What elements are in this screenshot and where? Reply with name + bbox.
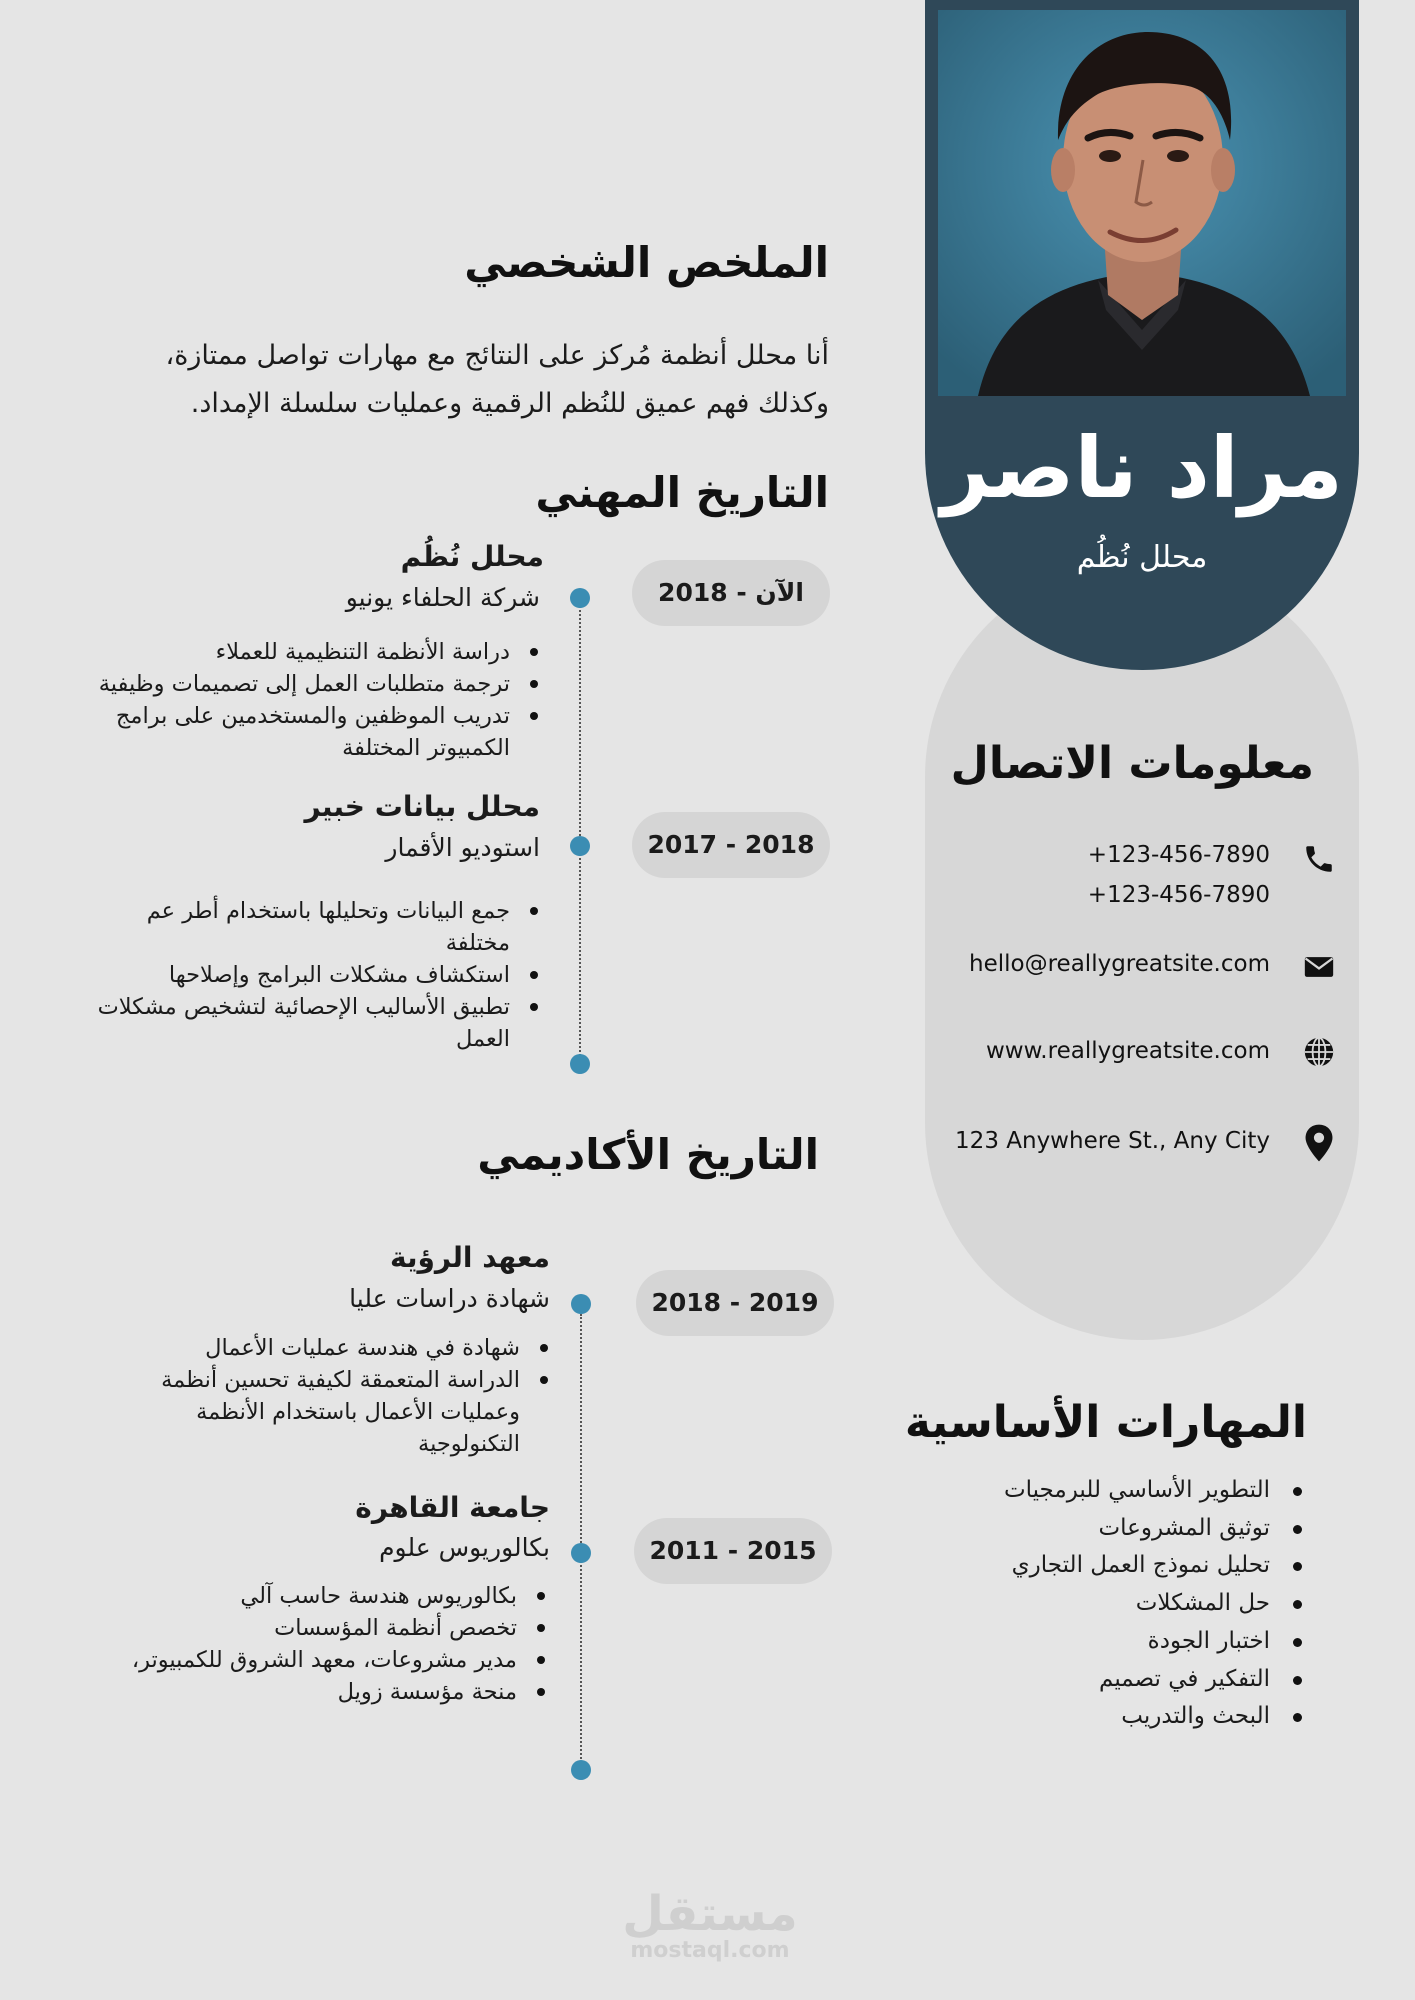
bullet-item: مدير مشروعات، معهد الشروق للكمبيوتر، xyxy=(57,1644,517,1676)
summary-section-title: الملخص الشخصي xyxy=(464,238,829,287)
email-address[interactable]: hello@reallygreatsite.com xyxy=(969,951,1270,977)
skill-item: تحليل نموذج العمل التجاري xyxy=(770,1547,1270,1585)
school-name: معهد الرؤية xyxy=(390,1241,550,1274)
bullet-item: جمع البيانات وتحليلها باستخدام أطر عم مختلفة xyxy=(90,895,510,959)
degree-name: بكالوريوس علوم xyxy=(379,1533,550,1562)
job-organization: شركة الحلفاء يونيو xyxy=(345,583,540,612)
timeline-dot xyxy=(570,1054,590,1074)
job-organization: استوديو الأقمار xyxy=(385,833,540,862)
job-bullets xyxy=(90,895,510,1055)
timeline-dot xyxy=(571,1543,591,1563)
summary-line-1: أنا محلل أنظمة مُركز على النتائج مع مهارات تواصل ممتازة، xyxy=(165,340,829,371)
job-title: محلل بيانات خبير xyxy=(304,790,540,823)
skill-item: البحث والتدريب xyxy=(770,1698,1270,1736)
school-bullets xyxy=(100,1332,520,1460)
skills-section-title: المهارات الأساسية xyxy=(904,1397,1307,1448)
bullet-item: دراسة الأنظمة التنظيمية للعملاء xyxy=(50,636,510,668)
watermark xyxy=(600,1886,820,1963)
bullet-item: تخصص أنظمة المؤسسات xyxy=(57,1612,517,1644)
skill-item: التفكير في تصميم xyxy=(770,1661,1270,1699)
envelope-icon xyxy=(1302,950,1336,984)
career-section-title: التاريخ المهني xyxy=(535,468,829,517)
postal-address: 123 Anywhere St., Any City xyxy=(955,1128,1270,1154)
watermark-arabic: مستقل xyxy=(622,1886,798,1942)
phone-secondary: +123-456-7890 xyxy=(1087,882,1270,908)
skill-item: توثيق المشروعات xyxy=(770,1510,1270,1548)
contact-panel xyxy=(925,560,1359,1340)
period-pill: 2015 - 2011 xyxy=(634,1518,832,1584)
phone-primary: +123-456-7890 xyxy=(1087,842,1270,868)
website-url[interactable]: www.reallygreatsite.com xyxy=(985,1038,1270,1064)
school-bullets xyxy=(57,1580,517,1708)
bullet-item: تدريب الموظفين والمستخدمين على برامج الكمبيوتر المختلفة xyxy=(50,700,510,764)
period-pill: 2018 - 2017 xyxy=(632,812,830,878)
job-title: محلل نُظُم xyxy=(400,540,544,573)
bullet-item: بكالوريوس هندسة حاسب آلي xyxy=(57,1580,517,1612)
summary-line-2: وكذلك فهم عميق للنُظم الرقمية وعمليات سلسلة الإمداد. xyxy=(190,388,829,419)
profile-photo xyxy=(938,10,1346,396)
skill-item: التطوير الأساسي للبرمجيات xyxy=(770,1472,1270,1510)
map-pin-icon xyxy=(1302,1122,1336,1164)
skill-item: اختبار الجودة xyxy=(770,1623,1270,1661)
academic-timeline-line xyxy=(580,1314,582,1770)
contact-section-title: معلومات الاتصال xyxy=(950,738,1314,789)
globe-icon xyxy=(1302,1035,1336,1069)
period-pill: 2019 - 2018 xyxy=(636,1270,834,1336)
bullet-item: تطبيق الأساليب الإحصائية لتشخيص مشكلات العمل xyxy=(90,991,510,1055)
school-name: جامعة القاهرة xyxy=(355,1491,550,1524)
timeline-dot xyxy=(570,588,590,608)
phone-icon xyxy=(1302,842,1336,876)
degree-name: شهادة دراسات عليا xyxy=(349,1284,550,1313)
bullet-item: الدراسة المتعمقة لكيفية تحسين أنظمة وعمليات الأعمال باستخدام الأنظمة التكنولوجية xyxy=(100,1364,520,1460)
timeline-dot xyxy=(571,1294,591,1314)
career-timeline-line xyxy=(579,598,581,1064)
bullet-item: استكشاف مشكلات البرامج وإصلاحها xyxy=(90,959,510,991)
bullet-item: منحة مؤسسة زويل xyxy=(57,1676,517,1708)
summary-text xyxy=(69,332,829,428)
profile-role: محلل نُظُم xyxy=(1076,540,1208,575)
academic-section-title: التاريخ الأكاديمي xyxy=(477,1130,819,1179)
watermark-latin: mostaql.com xyxy=(630,1938,790,1963)
skills-list xyxy=(770,1472,1270,1736)
profile-name: مراد ناصر xyxy=(941,419,1343,517)
skill-item: حل المشكلات xyxy=(770,1585,1270,1623)
bullet-item: ترجمة متطلبات العمل إلى تصميمات وظيفية xyxy=(50,668,510,700)
bullet-item: شهادة في هندسة عمليات الأعمال xyxy=(100,1332,520,1364)
timeline-dot xyxy=(571,1760,591,1780)
timeline-dot xyxy=(570,836,590,856)
period-pill: الآن - 2018 xyxy=(632,560,830,626)
job-bullets xyxy=(50,636,510,764)
